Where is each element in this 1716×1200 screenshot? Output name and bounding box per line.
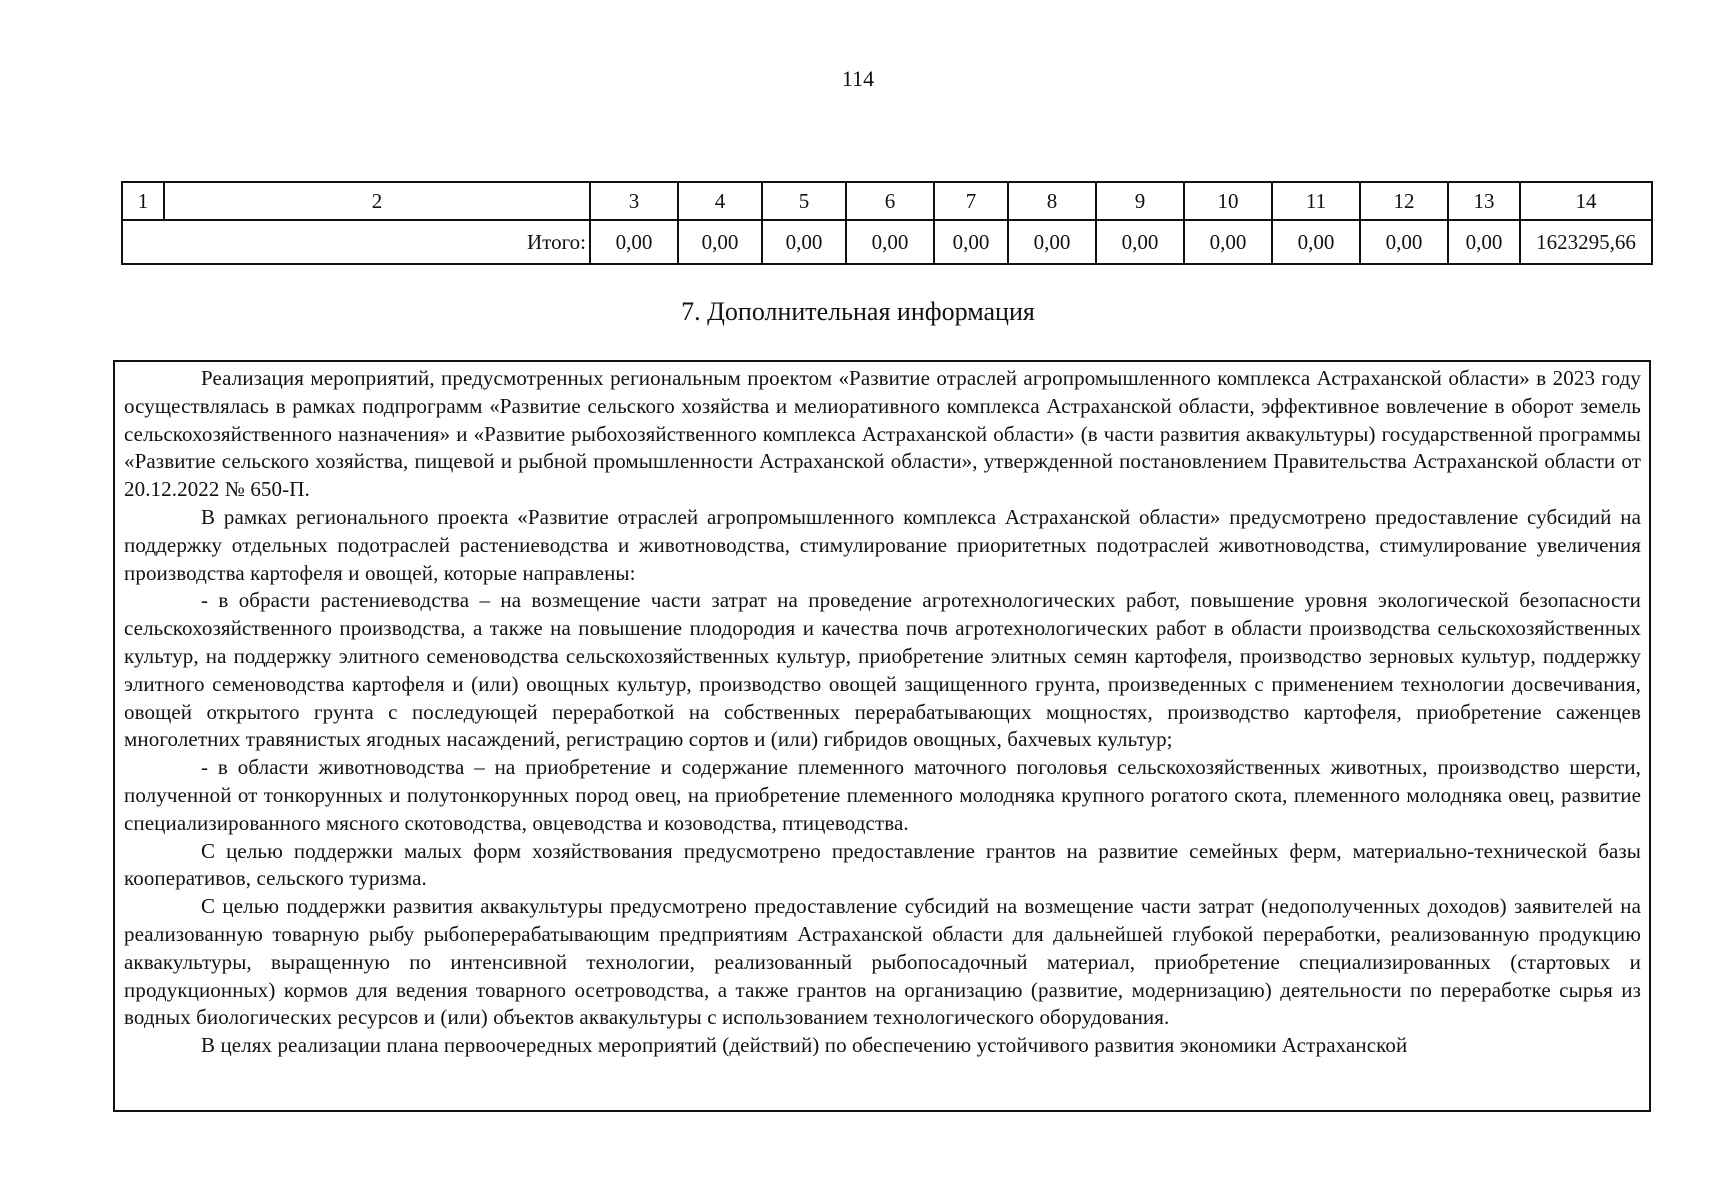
header-cell: 7 (934, 182, 1008, 220)
total-value: 0,00 (678, 220, 762, 264)
header-cell: 2 (164, 182, 590, 220)
header-cell: 6 (846, 182, 934, 220)
info-paragraph: В рамках регионального проекта «Развитие отраслей агропромышленного комплекса Астраханской области» предусмотрено предоставление субсидий на поддержку отдельных подотраслей растениеводства и животноводства, стимулирование приоритетных подотраслей животноводства, стимулирование увеличения производства картофеля и овощей, которые направлены: (124, 504, 1641, 585)
total-value: 0,00 (1272, 220, 1360, 264)
header-cell: 4 (678, 182, 762, 220)
header-cell: 3 (590, 182, 678, 220)
table-header-row (122, 182, 1652, 220)
total-value: 0,00 (1448, 220, 1520, 264)
total-value: 0,00 (1184, 220, 1272, 264)
section-title: 7. Дополнительная информация (681, 297, 1035, 326)
header-cell: 5 (762, 182, 846, 220)
total-label: Итого: (122, 220, 590, 264)
info-paragraph: В целях реализации плана первоочередных мероприятий (действий) по обеспечению устойчивого развития экономики Астраханской (201, 1033, 1408, 1058)
total-value: 0,00 (846, 220, 934, 264)
total-value: 0,00 (1008, 220, 1096, 264)
header-cell: 14 (1520, 182, 1652, 220)
header-cell: 11 (1272, 182, 1360, 220)
total-value: 0,00 (934, 220, 1008, 264)
total-value: 0,00 (762, 220, 846, 264)
header-cell: 1 (122, 182, 164, 220)
info-paragraph: С целью поддержки развития аквакультуры предусмотрено предоставление субсидий на возмещение части затрат (недополученных доходов) заявителей на реализованную товарную рыбу рыбоперерабатывающим предприятиям Астраханской области для дальнейшей глубокой переработки, реализованную продукцию аквакультуры, выращенную по интенсивной технологии, реализованный рыбопосадочный материал, приобретение специализированных (стартовых и продукционных) кормов для ведения товарного осетроводства, а также грантов на организацию (развитие, модернизацию) деятельности по переработке сырья из водных биологических ресурсов и (или) объектов аквакультуры с использованием технологического оборудования. (124, 894, 1641, 1030)
total-grand-value: 1623295,66 (1520, 220, 1652, 264)
header-cell: 12 (1360, 182, 1448, 220)
total-value: 0,00 (590, 220, 678, 264)
additional-info-box (113, 360, 1651, 1112)
header-cell: 13 (1448, 182, 1520, 220)
info-paragraph: С целью поддержки малых форм хозяйствования предусмотрено предоставление грантов на развитие семейных ферм, материально-технической базы кооперативов, сельского туризма. (124, 838, 1641, 891)
header-cell: 10 (1184, 182, 1272, 220)
totals-table (121, 181, 1653, 265)
total-value: 0,00 (1096, 220, 1184, 264)
total-value: 0,00 (1360, 220, 1448, 264)
table-total-row (122, 220, 1652, 264)
header-cell: 8 (1008, 182, 1096, 220)
page-number: 114 (841, 66, 875, 91)
info-paragraph: - в области животноводства – на приобретение и содержание племенного маточного поголовья сельскохозяйственных животных, производство шерсти, полученной от тонкорунных и полутонкорунных пород овец, на приобретение племенного молодняка крупного рогатого скота, племенного молодняка овец, развитие специализированного мясного скотоводства, овцеводства и козоводства, птицеводства. (124, 755, 1641, 835)
info-paragraph: Реализация мероприятий, предусмотренных региональным проектом «Развитие отраслей агропромышленного комплекса Астраханской области» в 2023 году осуществлялась в рамках подпрограмм «Развитие сельского хозяйства и мелиоративного комплекса Астраханской области, эффективное вовлечение в оборот земель сельскохозяйственного назначения» и «Развитие рыбохозяйственного комплекса Астраханской области» (в части развития аквакультуры) государственной программы «Развитие сельского хозяйства, пищевой и рыбной промышленности Астраханской области», утвержденной постановлением Правительства Астраханской области от 20.12.2022 № 650-П. (124, 366, 1641, 502)
info-paragraph: - в обрасти растениеводства – на возмещение части затрат на проведение агротехнологических работ, повышение уровня экологической безопасности сельскохозяйственного производства, а также на повышение плодородия и качества почв агротехнологических работ в области производства сельскохозяйственных культур, на поддержку элитного семеноводства сельскохозяйственных культур, приобретение элитных семян картофеля, производство зерновых культур, поддержку элитного семеноводства картофеля и (или) овощных культур, производство овощей защищенного грунта, произведенных с применением технологии досвечивания, овощей открытого грунта с последующей переработкой на собственных перерабатывающих мощностях, производство картофеля, приобретение саженцев многолетних травянистых ягодных насаждений, регистрацию сортов и (или) гибридов овощных, бахчевых культур; (124, 588, 1641, 752)
header-cell: 9 (1096, 182, 1184, 220)
